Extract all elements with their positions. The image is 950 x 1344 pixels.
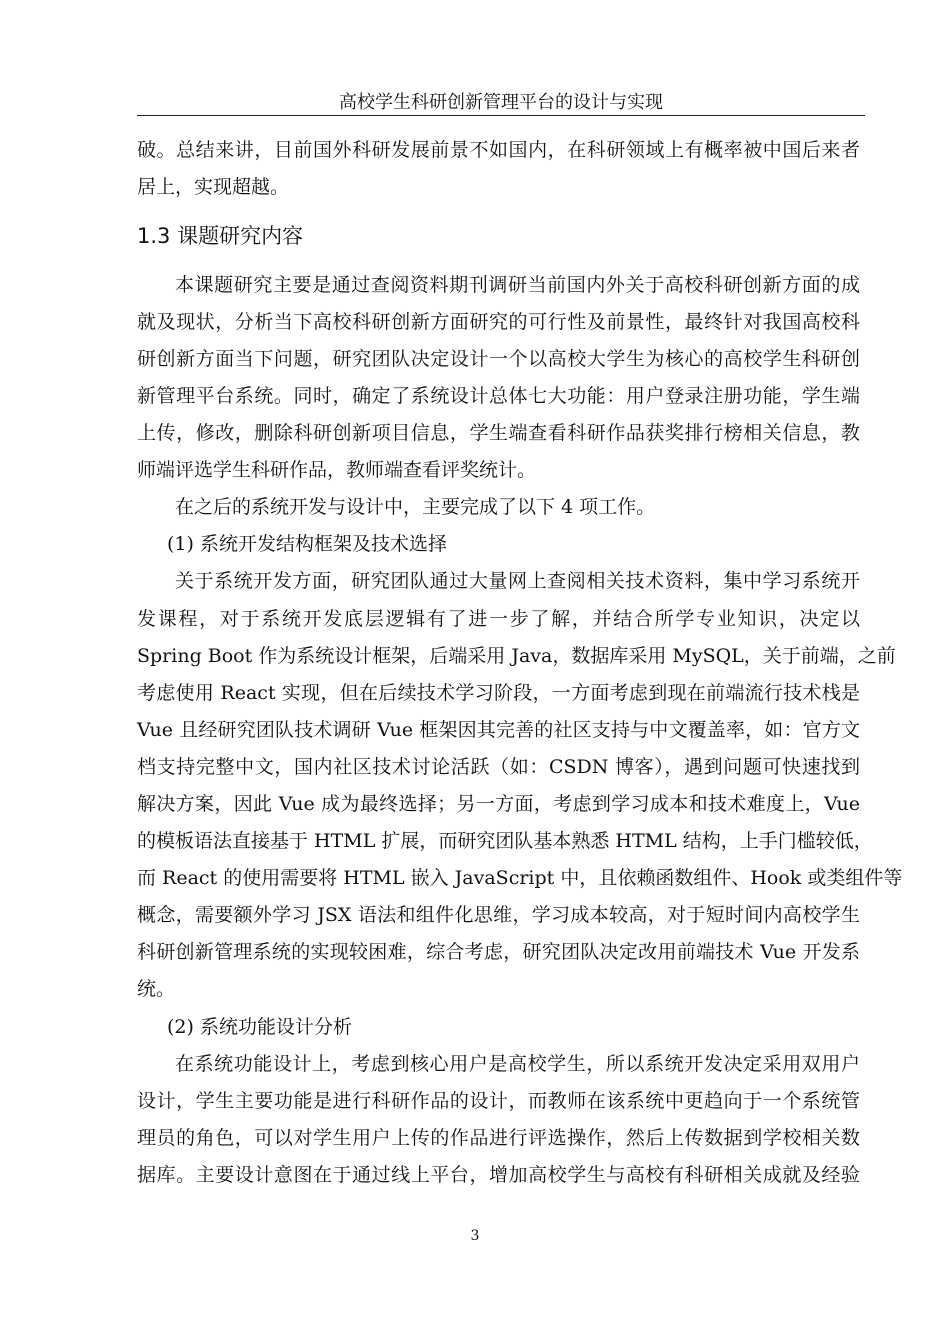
- paragraph-line: 就及现状，分析当下高校科研创新方面研究的可行性及前景性，最终针对我国高校科: [137, 310, 860, 333]
- paragraph-line: 据库。主要设计意图在于通过线上平台，增加高校学生与高校有科研相关成就及经验: [137, 1163, 860, 1186]
- paragraph-line: 概念，需要额外学习 JSX 语法和组件化思维，学习成本较高，对于短时间内高校学生: [137, 904, 860, 927]
- paragraph-line: 破。总结来讲，目前国外科研发展前景不如国内，在科研领域上有概率被中国后来者: [137, 138, 860, 161]
- paragraph-line: 研创新方面当下问题，研究团队决定设计一个以高校大学生为核心的高校学生科研创: [137, 347, 860, 370]
- paragraph-line: 统。: [137, 978, 176, 1001]
- paragraph-line: 发课程，对于系统开发底层逻辑有了进一步了解，并结合所学专业知识，决定以: [137, 607, 860, 630]
- numbered-item: (2) 系统功能设计分析: [167, 1015, 352, 1038]
- page-number: 3: [470, 1228, 480, 1244]
- paragraph-line: 解决方案，因此 Vue 成为最终选择；另一方面，考虑到学习成本和技术难度上，Vue: [137, 793, 860, 815]
- paragraph-line: 师端评选学生科研作品，教师端查看评奖统计。: [137, 459, 537, 482]
- paragraph-line: Vue 且经研究团队技术调研 Vue 框架因其完善的社区支持与中文覆盖率，如：官方文: [137, 718, 860, 741]
- paragraph-line: 设计，学生主要功能是进行科研作品的设计，而教师在该系统中更趋向于一个系统管: [137, 1089, 860, 1112]
- document-body: [137, 132, 903, 1195]
- paragraph-line: 本课题研究主要是通过查阅资料期刊调研当前国内外关于高校科研创新方面的成: [175, 273, 860, 296]
- paragraph-line: Spring Boot 作为系统设计框架，后端采用 Java，数据库采用 MySQL，关于前端，之前: [137, 644, 896, 667]
- paragraph-line: 在系统功能设计上，考虑到核心用户是高校学生，所以系统开发决定采用双用户: [175, 1052, 860, 1075]
- numbered-item: (1) 系统开发结构框架及技术选择: [167, 533, 447, 556]
- paragraph-line: 档支持完整中文，国内社区技术讨论活跃（如：CSDN 博客），遇到问题可快速找到: [137, 755, 860, 778]
- paragraph-line: 关于系统开发方面，研究团队通过大量网上查阅相关技术资料，集中学习系统开: [175, 570, 860, 593]
- paragraph-line: 居上，实现超越。: [137, 175, 290, 198]
- paragraph-line: 科研创新管理系统的实现较困难，综合考虑，研究团队决定改用前端技术 Vue 开发系: [137, 941, 860, 964]
- paragraph-line: 上传，修改，删除科研创新项目信息，学生端查看科研作品获奖排行榜相关信息，教: [137, 422, 860, 445]
- running-header: 高校学生科研创新管理平台的设计与实现: [339, 92, 663, 113]
- paragraph-line: 的模板语法直接基于 HTML 扩展，而研究团队基本熟悉 HTML 结构，上手门槛较低，: [137, 830, 873, 853]
- paragraph-line: 考虑使用 React 实现，但在后续技术学习阶段，一方面考虑到现在前端流行技术栈是: [137, 681, 860, 704]
- paragraph-line: 在之后的系统开发与设计中，主要完成了以下 4 项工作。: [175, 496, 656, 519]
- header-divider: [137, 115, 865, 116]
- section-heading: 1.3 课题研究内容: [137, 223, 304, 248]
- paragraph-line: 新管理平台系统。同时，确定了系统设计总体七大功能：用户登录注册功能，学生端: [137, 384, 860, 407]
- paragraph-line: 理员的角色，可以对学生用户上传的作品进行评选操作，然后上传数据到学校相关数: [137, 1126, 860, 1149]
- paragraph-line: 而 React 的使用需要将 HTML 嵌入 JavaScript 中，且依赖函数组件、Hook 或类组件等: [137, 867, 903, 890]
